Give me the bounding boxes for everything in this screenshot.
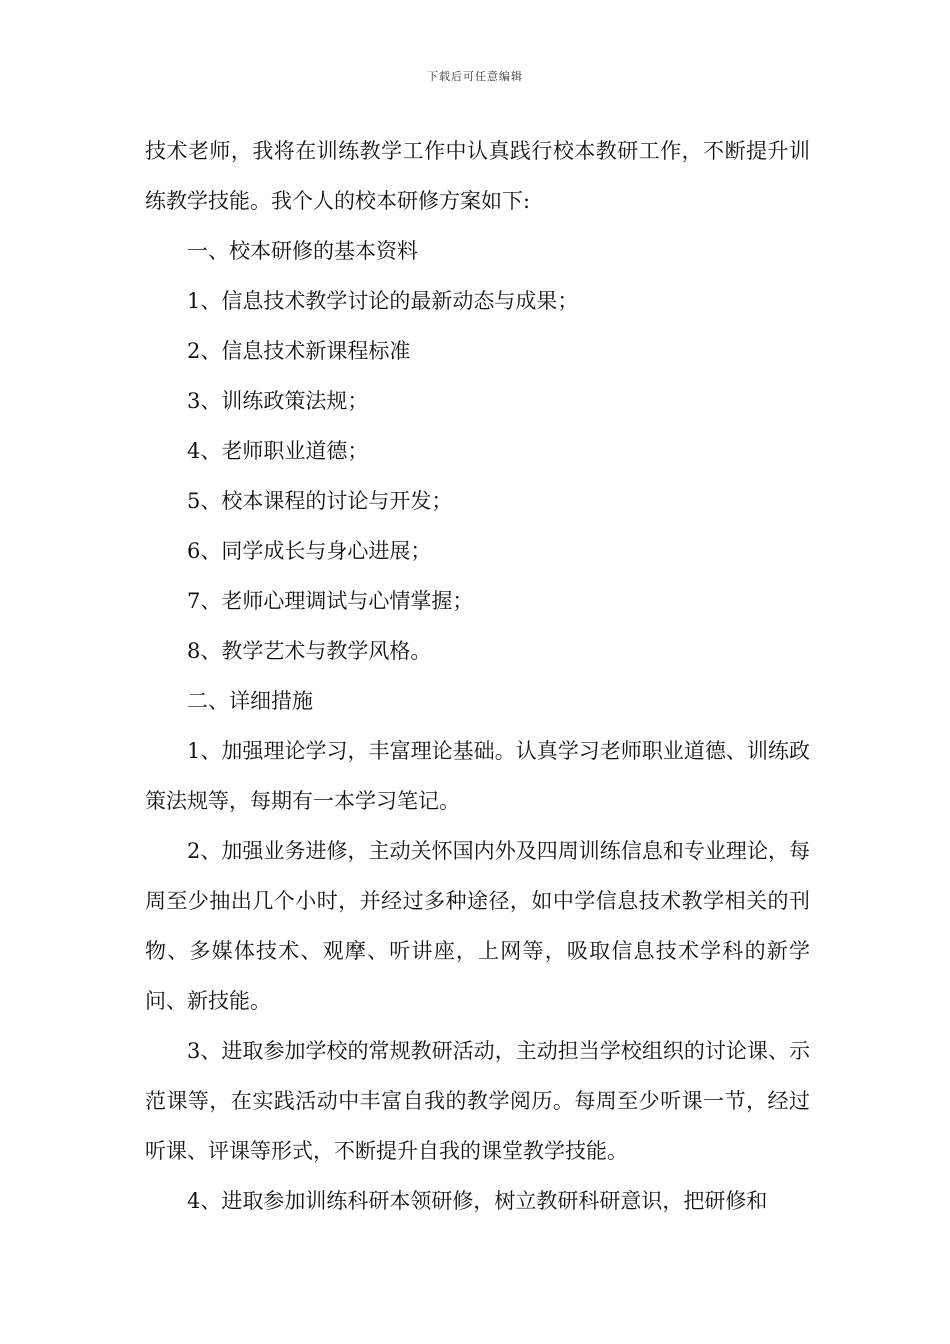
list-item: 2、信息技术新课程标准 bbox=[187, 339, 411, 363]
paragraph-1: 技术老师，我将在训练教学工作中认真践行校本教研工作，不断提升训练教学技能。我个人的校本研修方案如下: bbox=[145, 139, 810, 213]
list-item: 4、老师职业道德； bbox=[187, 439, 369, 463]
measure-paragraph: 2、加强业务进修，主动关怀国内外及四周训练信息和专业理论，每周至少抽出几个小时，并经过多种途径，如中学信息技术教学相关的刊物、多媒体技术、观摩、听讲座，上网等，吸取信息技术学科的新学问、新技能。 bbox=[145, 839, 810, 1013]
list-item: 8、教学艺术与教学风格。 bbox=[187, 639, 432, 663]
list-item: 6、同学成长与身心进展； bbox=[187, 539, 432, 563]
section-heading-1: 一、校本研修的基本资料 bbox=[187, 239, 418, 263]
measure-paragraph: 3、进取参加学校的常规教研活动，主动担当学校组织的讨论课、示范课等，在实践活动中丰富自我的教学阅历。每周至少听课一节，经过听课、评课等形式，不断提升自我的课堂教学技能。 bbox=[145, 1039, 810, 1163]
measure-paragraph: 1、加强理论学习，丰富理论基础。认真学习老师职业道德、训练政策法规等，每期有一本学习笔记。 bbox=[145, 739, 810, 813]
list-item: 3、训练政策法规； bbox=[187, 389, 369, 413]
page-header: 下载后可任意编辑 bbox=[427, 70, 523, 83]
section-heading-2: 二、详细措施 bbox=[187, 689, 313, 713]
list-item: 1、信息技术教学讨论的最新动态与成果； bbox=[187, 289, 579, 313]
document-body bbox=[145, 126, 810, 1226]
list-item: 7、老师心理调试与心情掌握； bbox=[187, 589, 474, 613]
measure-paragraph: 4、进取参加训练科研本领研修，树立教研科研意识，把研修和 bbox=[187, 1189, 768, 1213]
list-item: 5、校本课程的讨论与开发； bbox=[187, 489, 453, 513]
